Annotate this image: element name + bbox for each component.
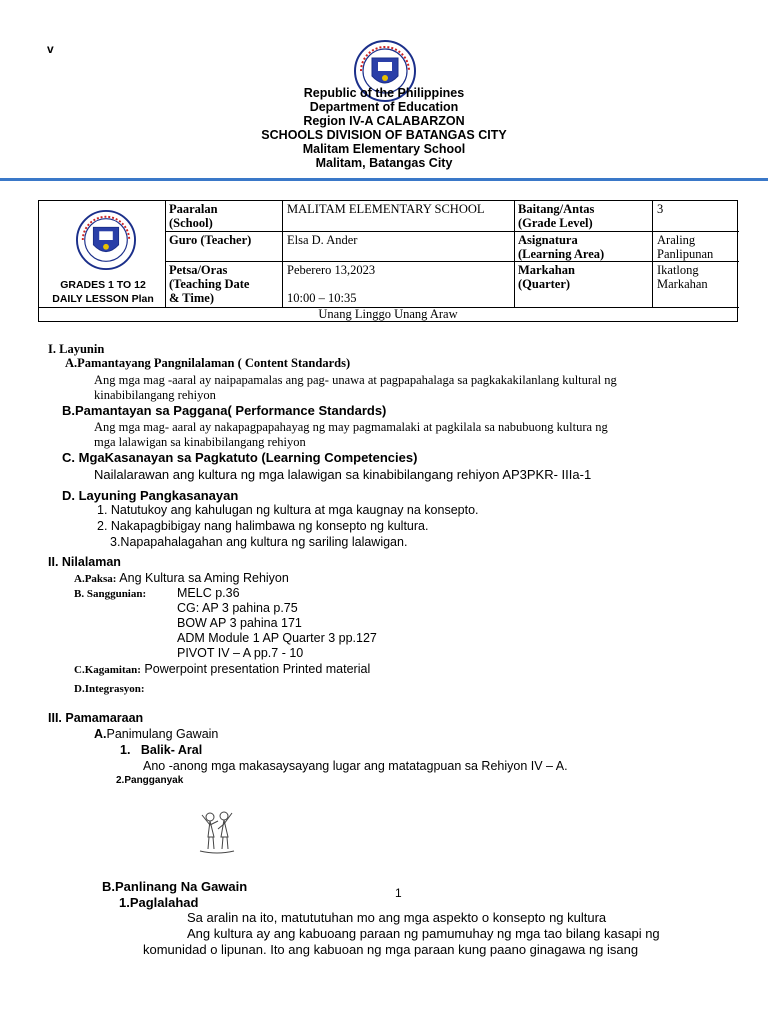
reference-1: MELC p.36 xyxy=(177,586,240,600)
deped-seal-small-logo xyxy=(76,210,136,270)
paglalahad-line3: komunidad o lipunan. Ito ang kabuoan ng mga paraan kung paano ginagawa ng isang xyxy=(143,942,639,957)
kagamitan-row: C.Kagamitan: Powerpoint presentation Printed material xyxy=(74,662,371,676)
pangganyak-title: 2.Pangganyak xyxy=(116,775,184,786)
integrasyon-label: D.Integrasyon: xyxy=(74,683,145,695)
layunin-item-3: 3.Napapahalagahan ang kultura ng sariling lalawigan. xyxy=(110,535,408,549)
performance-standards-line1: Ang mga mag- aaral ay nakapagpapahayag ng may pagmamalaki at pagkilala sa nabubuong kultura ng xyxy=(94,420,608,434)
guro-label: Guro (Teacher) xyxy=(169,233,252,247)
corner-mark: v xyxy=(47,42,54,56)
reference-4: ADM Module 1 AP Quarter 3 pp.127 xyxy=(177,631,377,645)
performance-standards-title: B.Pamantayan sa Paggana( Performance Standards) xyxy=(62,403,387,418)
paglalahad-title: 1.Paglalahad xyxy=(119,895,199,910)
content-standards-title: A.Pamantayang Pangnilalaman ( Content Standards) xyxy=(65,356,351,370)
content-standards-line1: Ang mga mag -aaral ay naipapamalas ang pag- unawa at pagpapahalaga sa pagkakakilanlang kultural ng xyxy=(94,373,617,387)
sanggunian-label: B. Sanggunian: xyxy=(74,588,147,600)
paaralan-label: Paaralan (School) xyxy=(169,202,218,230)
layunin-item-1: 1. Natutukoy ang kahulugan ng kultura at mga kaugnay na konsepto. xyxy=(97,503,479,517)
asignatura-value: Araling Panlipunan xyxy=(657,233,714,261)
reference-5: PIVOT IV – A pp.7 - 10 xyxy=(177,646,304,660)
header-division: SCHOOLS DIVISION OF BATANGAS CITY xyxy=(261,128,507,142)
layuning-title: D. Layuning Pangkasanayan xyxy=(62,488,239,503)
learning-competencies-text: Nailalarawan ang kultura ng mga lalawigan sa kinabibilangang rehiyon AP3PKR- IIIa-1 xyxy=(94,467,592,482)
reference-3: BOW AP 3 pahina 171 xyxy=(177,616,302,630)
paglalahad-line2: Ang kultura ay ang kabuoang paraan ng pamumuhay ng mga tao bilang kasapi ng xyxy=(187,926,660,941)
section-1-title: I. Layunin xyxy=(48,342,105,356)
petsa-value: Peberero 13,2023 10:00 – 10:35 xyxy=(287,263,376,305)
header-deped: Department of Education xyxy=(309,100,459,114)
markahan-label: Markahan (Quarter) xyxy=(518,263,575,291)
balik-aral-title: 1. Balik- Aral xyxy=(120,743,203,757)
header-divider xyxy=(0,178,768,181)
content-standards-line2: kinabibilangang rehiyon xyxy=(94,388,216,402)
panlinang-gawain-title: B.Panlinang Na Gawain xyxy=(102,879,248,894)
page-number: 1 xyxy=(395,886,402,900)
baitang-label: Baitang/Antas (Grade Level) xyxy=(518,202,595,230)
section-3-title: III. Pamamaraan xyxy=(48,711,144,725)
week-day-row: Unang Linggo Unang Araw xyxy=(318,307,458,321)
markahan-value: Ikatlong Markahan xyxy=(657,263,708,291)
learning-competencies-title: C. MgaKasanayan sa Pagkatuto (Learning Competencies) xyxy=(62,450,418,465)
baitang-value: 3 xyxy=(657,202,664,216)
section-2-title: II. Nilalaman xyxy=(48,555,121,569)
header-address: Malitam, Batangas City xyxy=(315,156,453,170)
header-region: Region IV-A CALABARZON xyxy=(303,114,465,128)
header-school: Malitam Elementary School xyxy=(302,142,466,156)
layunin-item-2: 2. Nakapagbibigay nang halimbawa ng konsepto ng kultura. xyxy=(97,519,429,533)
header-republic: Republic of the Philippines xyxy=(303,86,465,100)
dancers-illustration xyxy=(198,807,236,857)
guro-value: Elsa D. Ander xyxy=(287,233,358,247)
asignatura-label: Asignatura (Learning Area) xyxy=(518,233,605,261)
balik-aral-text: Ano -anong mga makasaysayang lugar ang matatagpuan sa Rehiyon IV – A. xyxy=(143,759,568,773)
paaralan-value: MALITAM ELEMENTARY SCHOOL xyxy=(287,202,485,216)
reference-2: CG: AP 3 pahina p.75 xyxy=(177,601,298,615)
paksa-row: A.Paksa: Ang Kultura sa Aming Rehiyon xyxy=(74,571,289,585)
grades-label: GRADES 1 TO 12 DAILY LESSON Plan xyxy=(52,279,154,305)
panimulang-gawain-title: A.Panimulang Gawain xyxy=(94,727,219,741)
paglalahad-line1: Sa aralin na ito, matututuhan mo ang mga aspekto o konsepto ng kultura xyxy=(187,910,607,925)
performance-standards-line2: mga lalawigan sa kinabibilangang rehiyon xyxy=(94,435,306,449)
petsa-label: Petsa/Oras (Teaching Date & Time) xyxy=(169,263,250,305)
